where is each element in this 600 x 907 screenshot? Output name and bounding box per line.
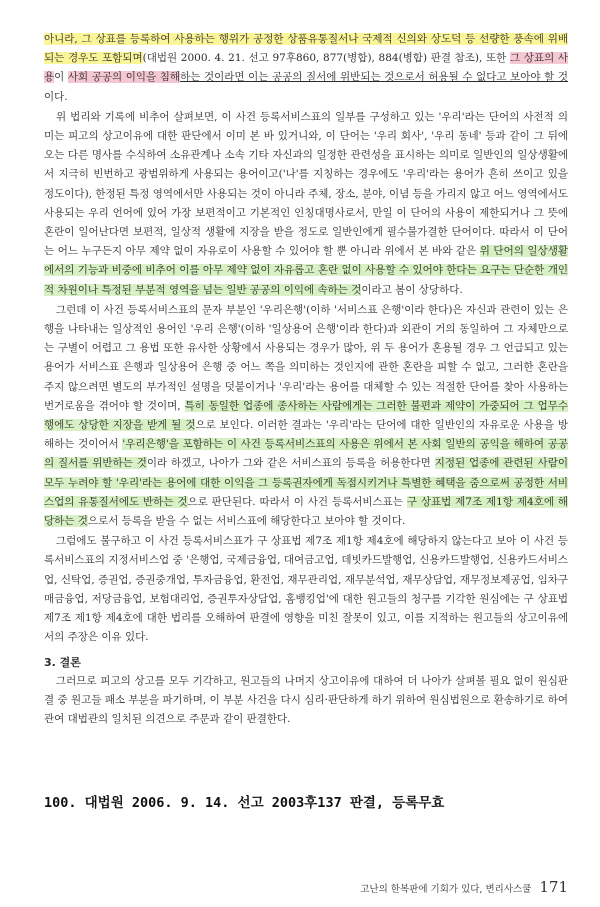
highlighted-text: 특히 동일한 업종에 종사하는 사람에게는 그러한 불편과 제약이 가중되어 그 업무수행에도 상당한 지장을 받게 될 것 bbox=[44, 399, 568, 432]
paragraph bbox=[44, 532, 568, 647]
page-number: 171 bbox=[539, 878, 568, 896]
section-heading: 3. 결론 bbox=[44, 655, 81, 669]
paragraph bbox=[44, 108, 568, 300]
text-segment: 그런데 이 사건 등록서비스표의 문자 부분인 '우리은행'(이하 '서비스표 은행'이라 한다)은 자신과 관련이 있는 은행을 나타내는 일상적인 용어인 '우리 은행'(이하 '일상용어 은행'이라 한다)과 외관이 거의 동일하여 그 자체만으로는 구별이 어렵고 그 용법 또한 유사한 상황에서 사용되는 경우가 많아, 위 두 용어가 혼용될 경우 그 언급되고 있는 용어가 서비스표 은행과 일상용어 은행 중 어느 쪽을 의미하는 것인지에 관한 혼란을 피할 수 없고, 그러한 혼란을 주지 않으려면 별도의 부가적인 설명을 덧붙이거나 '우리'라는 용어를 대체할 수 있는 적절한 단어를 찾아 사용하는 번거로움을 겪어야 할 것이며, bbox=[44, 303, 568, 412]
text-segment: 하는 것이라면 이는 공공의 질서에 위반되는 것으로서 허용될 수 없다고 보아야 할 것 bbox=[180, 71, 568, 84]
text-segment: 위 법리와 기록에 비추어 살펴보면, 이 사건 등록서비스표의 일부를 구성하고 있는 '우리'라는 단어의 사전적 의미는 피고의 상고이유에 대한 판단에서 이미 본 바 있거니와, 이 단어는 '우리 회사', '우리 동네' 등과 같이 그 뒤에 오는 다른 명사를 수식하여 소유관계나 소속 기타 자신과의 일정한 관련성을 표시하는 의미로 일반인의 일상생활에서 지극히 빈번하고 광범위하게 사용되는 용어이고('나'를 지칭하는 경우에도 '우리'라는 용어가 흔히 쓰이고 있을 정도이다), 한정된 특정 영역에서만 사용되는 것이 아니라 주체, 장소, 분야, 이념 등을 가리지 않고 어느 영역에서도 사용되는 우리 언어에 있어 가장 보편적이고 기본적인 인칭대명사로서, 만일 이 단어의 사용이 제한되거나 그 뜻에 혼란이 일어난다면 보편적, 일상적 생활에 지장을 받을 정도로 일반인에게 필수불가결한 단어이다. 따라서 이 단어는 어느 누구든지 아무 제약 없이 자유로이 사용할 수 있어야 할 뿐 아니라 위에서 본 바와 같은 bbox=[44, 110, 568, 258]
highlighted-text: 사회 공공의 이익을 침해 bbox=[67, 71, 181, 84]
text-segment: 이라고 봄이 상당하다. bbox=[361, 283, 463, 296]
footer-text: 고난의 한복판에 기회가 있다, 변리사스쿨 bbox=[360, 884, 532, 895]
document-body bbox=[44, 30, 568, 729]
highlighted-text: '우리은행'을 포함하는 이 사건 등록서비스표의 사용은 위에서 본 사회 일반의 공익을 해하여 공공의 질서를 위반하는 것 bbox=[44, 438, 568, 470]
highlighted-text: 아니라, 그 상표를 등록하여 사용하는 행위가 공정한 상품유통질서나 국제적 신의와 상도덕 등 선량한 풍속에 위배되는 경우도 포함되며 bbox=[44, 33, 568, 65]
conclusion-paragraph: 그러므로 피고의 상고를 모두 기각하고, 원고들의 나머지 상고이유에 대하여 더 나아가 살펴볼 필요 없이 원심판결 중 원고들 패소 부분을 파기하며, 이 부분 사건을 다시 심리·판단하게 하기 위하여 원심법원으로 환송하기로 하여 관여 대법관의 일치된 의견으로 주문과 같이 판결한다. bbox=[44, 674, 568, 725]
highlighted-text: 그 상표의 사용 bbox=[44, 52, 569, 84]
paragraph bbox=[44, 301, 568, 531]
text-segment: 이다. bbox=[44, 90, 68, 103]
body-paragraphs bbox=[44, 30, 568, 648]
text-segment: 으로서 등록을 받을 수 없는 서비스표에 해당한다고 보아야 할 것이다. bbox=[87, 515, 406, 528]
highlighted-text: 지정된 업종에 관련된 사람이 모두 누려야 할 '우리'라는 용어에 대한 이익을 그 등록권자에게 독점시키거나 특별한 혜택을 줌으로써 공정한 서비스업의 유통질서에도 반하는 것 bbox=[44, 457, 568, 508]
highlighted-text: 위 단어의 일상생활에서의 기능과 비중에 비추어 이를 아무 제약 없이 자유롭고 혼란 없이 사용할 수 있어야 한다는 요구는 단순한 개인적 차원이나 특정된 부분적 영역을 넘는 일반 공공의 이익에 속하는 것 bbox=[44, 245, 568, 296]
text-segment: (대법원 2000. 4. 21. 선고 97후860, 877(병합), 884(병합) 판결 참조), 또한 bbox=[142, 52, 510, 65]
text-segment: 으로 판단된다. 따라서 이 사건 등록서비스표는 bbox=[187, 495, 407, 508]
text-segment: 이라 하겠고, 나아가 그와 같은 서비스표의 등록을 허용한다면 bbox=[146, 457, 435, 470]
paragraph bbox=[44, 30, 568, 107]
text-segment: 이 bbox=[54, 71, 68, 84]
text-segment: 그럼에도 불구하고 이 사건 등록서비스표가 구 상표법 제7조 제1항 제4호에 해당하지 않는다고 보아 이 사건 등록서비스표의 지정서비스업 중 '은행업, 국제금융업, 대여금고업, 데빗카드발행업, 신용카드발행업, 신용카드서비스업, 신탁업, 증권업, 증권중개업, 투자금융업, 환전업, 재무관리업, 재무분석업, 재무상담업, 재무정보제공업, 임차구매금융업, 저당금융업, 보험대리업, 증권투자상담업, 홈뱅킹업'에 대한 원고들의 청구를 기각한 원심에는 구 상표법 제7조 제1항 제4호에 대한 법리를 오해하여 판결에 영향을 미친 잘못이 있고, 이를 지적하는 원고들의 상고이유에서의 주장은 이유 있다. bbox=[44, 535, 568, 644]
text-segment: 으로 보인다. 이러한 결과는 '우리'라는 단어에 대한 일반인의 자유로운 사용을 방해하는 것이어서 bbox=[44, 419, 568, 451]
page-footer bbox=[360, 878, 568, 896]
case-title: 100. 대법원 2006. 9. 14. 선고 2003후137 판결, 등록무효 bbox=[44, 795, 445, 811]
highlighted-text: 구 상표법 제7조 제1항 제4호에 해당하는 것 bbox=[44, 495, 568, 528]
